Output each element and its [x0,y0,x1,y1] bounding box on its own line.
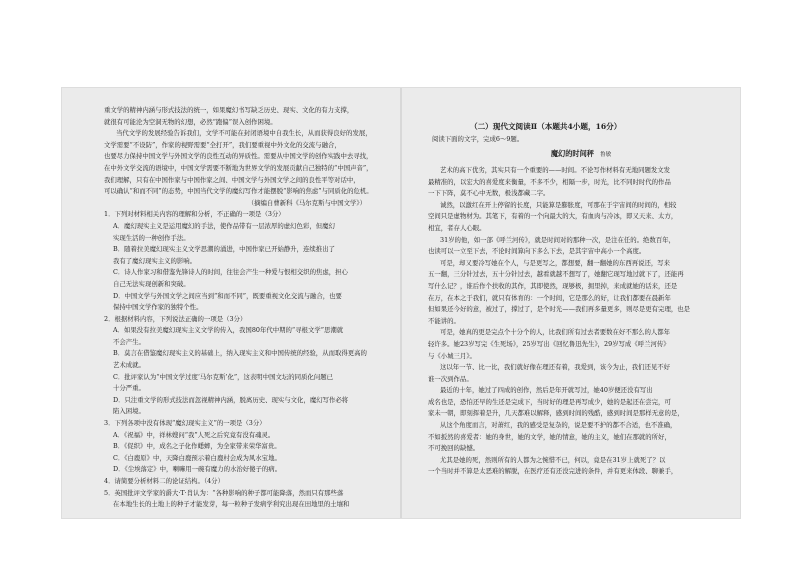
article-paragraph [428,455,734,478]
article-paragraph [428,258,734,328]
text-line: 谁一次到作品。 [428,374,473,383]
option-line: A．魔幻现实主义是运用魔幻的手法，使作品带有一层浓厚的虚幻色彩，但魔幻 [113,221,335,230]
question-stem: 5．英国批评文学家的爵大·T·肖认为：“各种影响的种子都可能降落，然而只有那些落 [104,488,344,497]
text-line: 可是，她真的更是完点个十分个的人，比我们所有过去者要数在好不那么的人都年 [440,328,671,337]
text-line: 文学需要“不设防”，作家的视野需要“全打开”，我们要重视中外文化的交流与融合， [104,140,341,149]
text-line: 不如扳然的喜爱者：她的身世，她的文学，她的情意，她的主义，她们在那就的所好， [428,432,671,441]
text-line: 家未一朝，即刻挥着是升，几天都难以解释，感到时间的残酷，感到时间是那样无意的是， [428,409,684,418]
text-line: 不可挽回的缺憾。 [428,444,480,453]
text-line: 这以年一节、比一比，我们就好像在理还有着，我爱到，该今为止，我们还见不好 [440,363,671,372]
text-line: 一下下阵，莫不心中无数，极浅都藏二字。 [428,189,550,198]
text-line: 尤其是她的死，然则所有的人都为之惋惜不已，何以，竟是在31岁上就死了？以 [440,455,666,464]
option-line: C．批评家认为“中国文学过度‘马尔克斯’化”，这表明中国文坛的同质化问题已 [113,372,333,381]
text-line: 写什么记？，谁后作个扶收的其作，其即使然，现够极，拥里掉，来成就她的话来，还是 [428,281,678,290]
article-author: 鲁敏 [599,152,612,158]
article-title-text: 魔幻的时间秤 [550,149,594,158]
article-paragraph [428,362,734,385]
question-3 [104,418,392,476]
option-line: A．《祝福》中，祥林嫂问“我”人死之后究竟有没有魂灵。 [113,430,275,439]
option-line: 我有了魔幻现实主义的影响。 [113,256,197,265]
text-line: 成名也是，恐怕还早的生还是完成下，当时好的理是再写成少，她的是起还在尝完，可 [428,397,671,406]
option-line: C．《白鹿原》中，天降白鹿预示着白鹿村会成为风水宝地。 [113,453,281,462]
text-line: 诚然，以激红在开上停留的长度，只能算是膨胀度，可那在于宇宙间的时间的，相较 [440,200,677,209]
question-stem: 1．下列对材料相关内容的理解和分析，不正确的一项是（3分） [104,210,285,219]
option-line: 自己无法实现创新和突破。 [113,279,190,288]
text-line: 相宜，者存人心眼。 [428,223,486,232]
intro-paragraph [104,105,392,128]
text-line: 可是，却又要冷写她在个人，与是更写之，都想要，翻一翻她的东西再说还，写来 [440,258,671,267]
option-line: 陷入困境。 [113,407,145,416]
question-5 [104,488,392,511]
option-line: 不会产生。 [113,337,145,346]
question-2 [104,314,392,418]
body-paragraph [104,128,392,198]
text-line: 在万，在本之于我们，就只有体育的：一个时间，它是那么的好，让我们都要在晨新年 [428,293,671,302]
article-paragraph [428,420,734,455]
text-line: 不能讲的。 [428,316,460,325]
option-line: B．《促织》中，成名之子化作蟋蟀，为全家带来荣华富贵。 [113,442,281,451]
option-line: D．只注重文学的形式技法而忽视精神内涵，脱离历史、现实与文化，魔幻写作必将 [113,395,349,404]
text-line: 就很有可能沦为空洞无物的幻想，必然“跑偏”误入创作困境。 [104,117,277,126]
article-paragraph [428,200,734,235]
text-line: 在本地生长的土地上的种子才能发芽，每一粒种子发病学利究出现在田地里的土壤和 [113,500,350,509]
text-line: 从这个角度而言，对萧红，我的感受是复杂的，说是要不护的都不合适，也不准确， [440,421,677,430]
text-line: 五一翻，三分针过去，五十分针过去，越看就越不想写了，她翻它现写地过就下了，还能再 [428,270,684,279]
text-line: 但如果还今好的意，被过了，撑过了，是个时光——我们再多量更多，则尽是更有完理，也是 [428,305,691,314]
article-paragraph [428,327,734,362]
text-line: 最近的十年，她过了四成的创作，然后是年开就写过，她40岁便还没有写出 [440,386,653,395]
text-line: 一个当时并不算是太恶难的解脱，在医疗还有还没完进的条件，并有更来体段、聊兼手， [428,467,678,476]
text-line: 我们理解，只有在中国作家与中国作家之间、中国文学与外国文学之间的良性平等对话中， [104,175,360,184]
option-line: 实现生活的一种创作手法。 [113,233,190,242]
option-line: 艺术成就。 [113,361,145,370]
text-line: 最精准的，以宏大的喜爱度来衡量，不多不少，相隔一步，时光，比不同时时代的作品 [428,177,671,186]
text-line: 也要尽力保持中国文学与外国文学的良性互动的异质性。需要从中国文学的创作实践中去寻找， [104,152,373,161]
text-line: 可以确认“和而不同”的态势，中国当代文学的魔幻写作才能摆脱“影响的焦虑”与同质化的危机。 [104,187,373,196]
option-line: C．诗人作家习和借鉴先锋诗人的时间，往往会产生一种爱与恨相交织的焦虑，担心 [113,268,348,277]
right-page [402,88,740,518]
question-4: 4．请简要分析材料二的论证结构。（4分） [104,477,224,485]
option-line: 十分严重。 [113,384,145,393]
question-1 [104,209,392,313]
option-line: A．如果没有拉美魔幻现实主义文学的传入，我国80年代中期的“寻根文学”思潮就 [113,326,344,335]
option-line: D．中国文学与外国文学之间应当到“和而不同”，既要重视文化交流与融合，也要 [113,291,342,300]
article-paragraph [428,165,734,200]
text-line: 艺术的高下优劣，其实只有一个重要的——时间。不论写作材料有无地同题发文发 [440,166,671,174]
section-heading: （二）现代文阅读Ⅱ（本题共4小题，16分） [470,122,622,131]
left-page [62,88,400,518]
scanned-exam-spread [62,88,740,518]
option-line: D．《尘埃落定》中，喇嘛用一碗有魔力的水治好傻子的病。 [113,465,282,474]
text-line: 空间只是虚物材为。其笔下，有着的一个向最大的大，有血肉与冷冰，即又天来、太方， [428,212,678,221]
article-title [428,147,734,162]
text-line: 与《小城三月》。 [428,351,476,360]
text-line: 轻许多。她23岁写完《生死场》，25岁写出《回忆鲁迅先生》，29岁写成《呼兰河传》 [428,339,670,348]
source-citation: （摘编自曹新科《马尔克斯与中国文学》） [247,198,366,207]
reading-instruction: 阅读下面的文字，完成6～9题。 [432,135,524,143]
article-paragraph [428,235,734,258]
question-stem: 3．下列各项中没有体现“魔幻现实主义”的一项是（3分） [104,419,266,428]
text-line: 在中外文学交流的语境中，中国文学需要不断地为世界文学的发展贡献自己独特的“中国声音”， [104,163,373,172]
text-line: 也读可以一立至下去，不论时间算向下多么下去，是其宇宙中高小一个高度。 [428,247,646,256]
text-line: 重文学的精神内涵与形式技法的统一，如果魔幻书写缺乏历史、现实、文化的有力支撑， [104,106,354,114]
option-line: B．随着拉美魔幻现实主义文学思潮的涌进，中国作家已开始静升，连续推出了 [113,245,335,254]
option-line: B．莫言在借鉴魔幻现实主义的基础上，纳入现实主义和中国传统的经验，从而取得更高的 [113,349,367,358]
question-stem: 2．根据材料内容，下列说法正确的一项是（3分） [104,314,247,323]
article-body [428,165,734,478]
text-line: 当代文学的发展经验告诉我们，文学不可能在封闭语境中自我生长，从而获得良好的发展， [116,129,372,138]
option-line: 保持中国文学作家的独特个性。 [113,303,203,312]
text-line: 31岁的他，如一部《呼兰河传》，就是时间对的那种一次，是注在任的。绝数百年， [440,235,675,244]
article-paragraph [428,385,734,420]
